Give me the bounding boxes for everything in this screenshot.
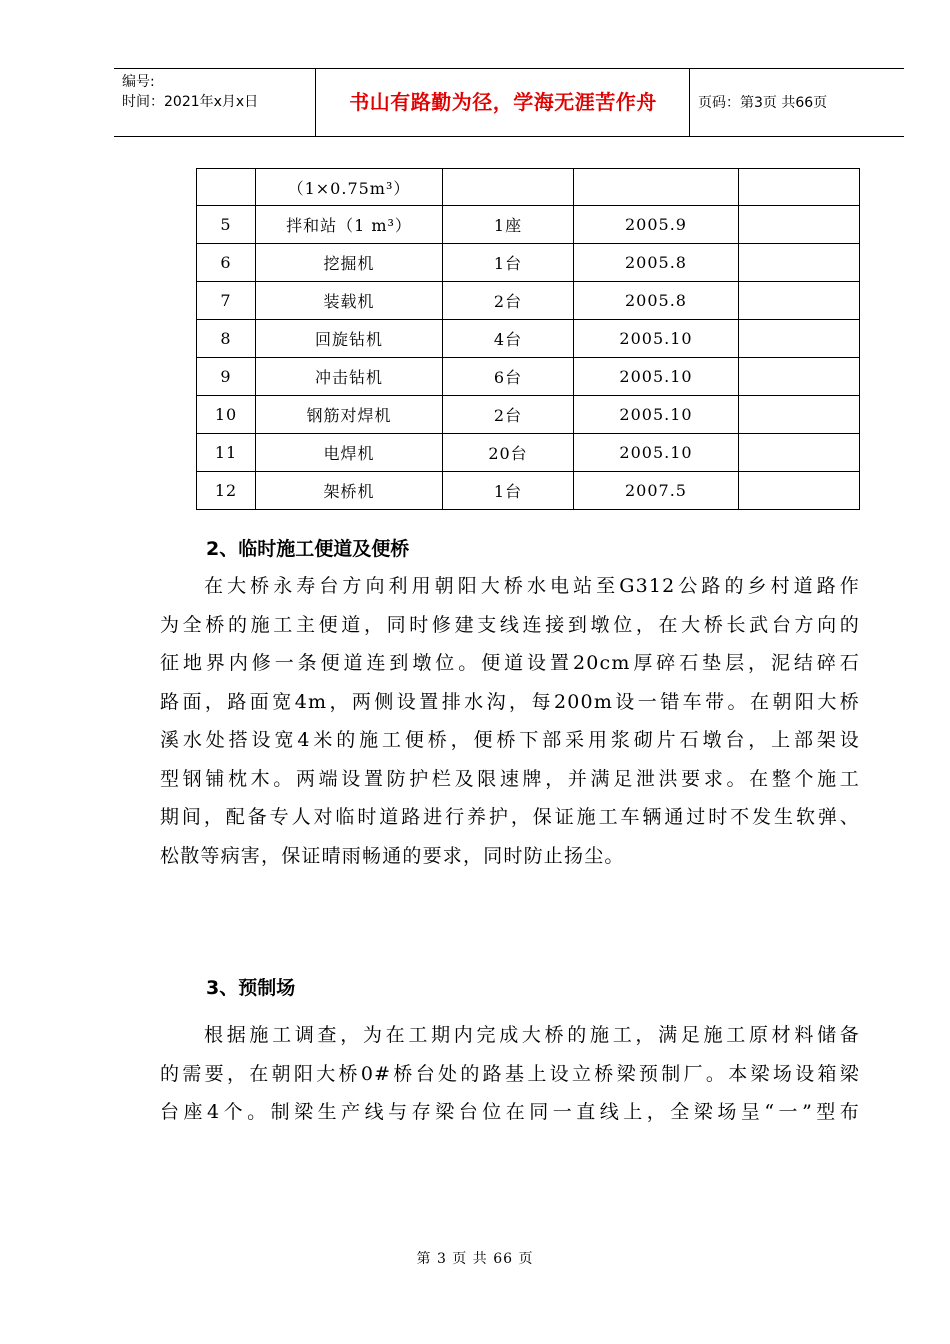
section-paragraph: [160, 1016, 860, 1132]
cell-quantity: 2台: [443, 282, 574, 320]
cell-note: [739, 472, 860, 510]
cell-equipment-name: 拌和站（1 m³）: [256, 206, 443, 244]
cell-note: [739, 396, 860, 434]
header-motto: 书山有路勤为径，学海无涯苦作舟: [349, 90, 657, 114]
cell-date: 2005.10: [574, 320, 739, 358]
cell-date: 2005.9: [574, 206, 739, 244]
cell-date: 2005.8: [574, 244, 739, 282]
cell-equipment-name: 回旋钻机: [256, 320, 443, 358]
cell-quantity: 20台: [443, 434, 574, 472]
header-top-rule: [114, 68, 904, 69]
header-meta: [122, 72, 258, 112]
cell-number: 10: [197, 396, 256, 434]
cell-note: [739, 244, 860, 282]
table-row: [197, 396, 860, 434]
cell-date: 2005.10: [574, 396, 739, 434]
paragraph-line: 为全桥的施工主便道，同时修建支线连接到墩位，在大桥长武台方向的: [160, 613, 860, 636]
cell-number: 7: [197, 282, 256, 320]
cell-equipment-name: 电焊机: [256, 434, 443, 472]
table-row: [197, 358, 860, 396]
paragraph-line: 根据施工调查，为在工期内完成大桥的施工，满足施工原材料储备: [204, 1024, 860, 1046]
cell-note: [739, 206, 860, 244]
paragraph-line: 路面，路面宽4m，两侧设置排水沟，每200m设一错车带。在朝阳大桥: [160, 690, 860, 713]
cell-date: 2005.10: [574, 358, 739, 396]
header-bottom-rule: [114, 136, 904, 137]
paragraph-line: 台座4个。制梁生产线与存梁台位在同一直线上，全梁场呈“一”型布: [160, 1101, 860, 1123]
header-page-number: 页码：第3页 共66页: [698, 95, 828, 111]
table-row: [197, 244, 860, 282]
paragraph-line: 的需要，在朝阳大桥0#桥台处的路基上设立桥梁预制厂。本梁场设箱梁: [160, 1062, 860, 1085]
cell-number: [197, 169, 256, 206]
header-divider: [315, 68, 316, 136]
cell-number: 11: [197, 434, 256, 472]
cell-number: 9: [197, 358, 256, 396]
table-row: [197, 472, 860, 510]
cell-number: 12: [197, 472, 256, 510]
paragraph-line: 溪水处搭设宽4米的施工便桥，便桥下部采用浆砌片石墩台，上部架设: [160, 729, 860, 751]
cell-number: 6: [197, 244, 256, 282]
cell-quantity: 1台: [443, 472, 574, 510]
cell-note: [739, 358, 860, 396]
table-row: [197, 320, 860, 358]
cell-quantity: 1台: [443, 244, 574, 282]
cell-date: [574, 169, 739, 206]
page-footer: 第 3 页 共 66 页: [416, 1251, 534, 1267]
cell-note: [739, 282, 860, 320]
cell-equipment-name: 挖掘机: [256, 244, 443, 282]
table-row: [197, 282, 860, 320]
paragraph-line: 在大桥永寿台方向利用朝阳大桥水电站至G312公路的乡村道路作: [204, 575, 860, 597]
cell-equipment-name: 钢筋对焊机: [256, 396, 443, 434]
cell-equipment-name: 架桥机: [256, 472, 443, 510]
cell-quantity: 2台: [443, 396, 574, 434]
section-heading: 2、临时施工便道及便桥: [206, 538, 410, 560]
paragraph-line: 征地界内修一条便道连到墩位。便道设置20cm厚碎石垫层，泥结碎石: [160, 652, 860, 674]
cell-equipment-name: （1×0.75m³）: [256, 169, 443, 206]
cell-quantity: 4台: [443, 320, 574, 358]
table-row: [197, 434, 860, 472]
section-paragraph: [160, 567, 860, 875]
serial-label: 编号:: [122, 74, 155, 90]
table-row: [197, 169, 860, 206]
cell-note: [739, 434, 860, 472]
cell-note: [739, 320, 860, 358]
cell-quantity: 1座: [443, 206, 574, 244]
paragraph-line: 型钢铺枕木。两端设置防护栏及限速牌，并满足泄洪要求。在整个施工: [160, 767, 860, 790]
cell-equipment-name: 装载机: [256, 282, 443, 320]
cell-number: 8: [197, 320, 256, 358]
cell-date: 2007.5: [574, 472, 739, 510]
paragraph-line: 松散等病害，保证晴雨畅通的要求，同时防止扬尘。: [160, 844, 625, 867]
header-divider: [689, 68, 690, 136]
equipment-table: [196, 168, 860, 510]
cell-note: [739, 169, 860, 206]
cell-date: 2005.8: [574, 282, 739, 320]
table-row: [197, 206, 860, 244]
cell-quantity: [443, 169, 574, 206]
section-heading: 3、预制场: [206, 977, 296, 999]
paragraph-line: 期间，配备专人对临时道路进行养护，保证施工车辆通过时不发生软弹、: [160, 806, 860, 828]
cell-equipment-name: 冲击钻机: [256, 358, 443, 396]
time-label: 时间：2021年x月x日: [122, 94, 259, 110]
cell-date: 2005.10: [574, 434, 739, 472]
cell-number: 5: [197, 206, 256, 244]
cell-quantity: 6台: [443, 358, 574, 396]
